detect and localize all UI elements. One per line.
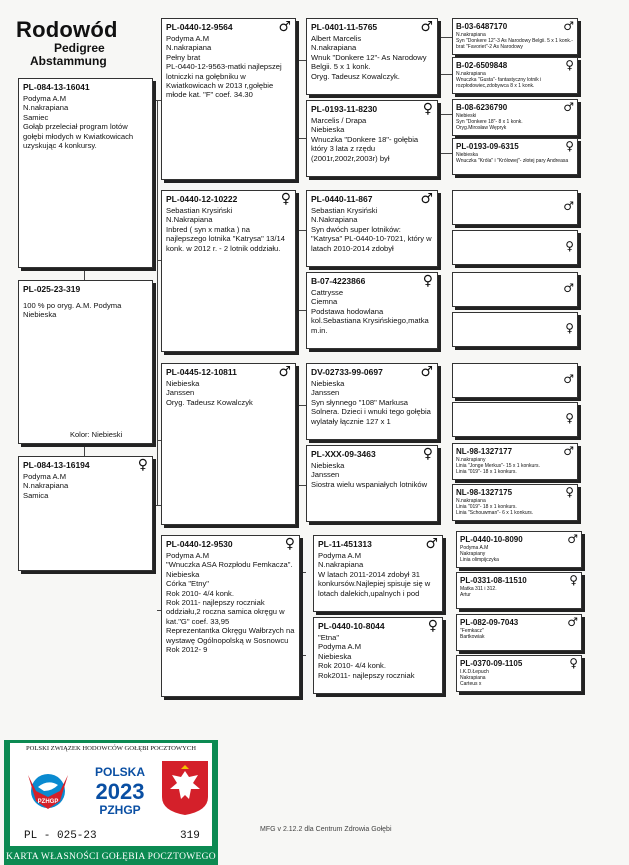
- pedigree-card-third-bird: [18, 456, 153, 571]
- bird-description: Albert Marcelis N.nakrapiana Wnuk "Donkere 12"- As Narodowy Belgii. 5 x 1 konk. Oryg. Tadeusz Kowalczyk.: [311, 34, 427, 81]
- connector-line: [84, 444, 85, 456]
- pedigree-card-dam: [161, 190, 296, 352]
- ring-number: PL-0193-11-8230: [311, 104, 378, 114]
- software-footer-note: MFG v 2.12.2 dla Centrum Zdrowia Gołębi: [260, 826, 392, 833]
- bird-description: Podyma A.M "Wnuczka ASA Rozpłodu Femkacza". Niebieska Córka "Etny" Rok 2010- 4/4 konk. Rok 2011- najlepszy roczniak oddziału,2 roczna samica okręgu w kat."G" coef. 33,95 Reprezentantka Okręgu Wałbrzych na wystawę Ogólnopolską w Sosnowcu Rok 2012- 9: [166, 551, 295, 655]
- ring-number: PL-0193-09-6315: [456, 142, 519, 151]
- bird-description: Niebieska Janssen Siostra wielu wspaniałych lotników: [311, 461, 428, 489]
- female-symbol-icon: ♀: [565, 139, 574, 153]
- ring-number: NL-98-1327177: [456, 447, 513, 456]
- ring-number: NL-98-1327175: [456, 488, 513, 497]
- ring-number: PL-0440-12-9530: [166, 539, 233, 549]
- female-symbol-icon: ♀: [427, 618, 438, 634]
- pedigree-card-gen3: [306, 445, 438, 522]
- ring-number: PL-0440-11-867: [311, 194, 373, 204]
- bird-description: Niebieski Syn "Donkere 18"- 8 x 1 konk. Oryg.Mirosław Wępryk: [456, 113, 523, 131]
- pedigree-card-gen4: [452, 138, 578, 175]
- connector-line: [296, 230, 306, 231]
- female-symbol-icon: ♀: [284, 536, 295, 552]
- card-country: POLSKA: [94, 765, 145, 779]
- pedigree-card-gen4-empty: [452, 312, 578, 347]
- pedigree-card-gen4: [456, 572, 582, 609]
- pedigree-card-gen2: [161, 363, 296, 525]
- connector-line: [438, 37, 452, 38]
- pedigree-card-gen4-empty: [452, 230, 578, 265]
- male-symbol-icon: ♂: [563, 372, 574, 386]
- pedigree-card-gen3: [306, 100, 438, 177]
- card-ring-number: PL - 025-23: [24, 830, 97, 842]
- ring-number: PL-0401-11-5765: [311, 22, 378, 32]
- female-symbol-icon: ♀: [137, 457, 148, 473]
- female-symbol-icon: ♀: [565, 58, 574, 72]
- connector-line: [438, 153, 452, 154]
- bird-description: N.nakrapiana Wnuczka "Gusta"- fantastyczny lotnik i rozpłodowiec,zdobywca 8 x 1 konk.: [456, 71, 542, 89]
- female-symbol-icon: ♀: [422, 446, 433, 462]
- male-symbol-icon: ♂: [567, 615, 578, 629]
- male-symbol-icon: ♂: [563, 100, 574, 114]
- pedigree-card-gen4: [452, 18, 578, 55]
- page-subtitle-abstammung: Abstammung: [30, 54, 107, 68]
- bird-description: N.nakrapiana Linia "019"- 18 x 1 konkurs. Linia "Schouwman"- 6 x 1 konkurs.: [456, 498, 534, 516]
- female-symbol-icon: ♀: [565, 485, 574, 499]
- page-subtitle-pedigree: Pedigree: [54, 41, 105, 55]
- male-symbol-icon: ♂: [563, 199, 574, 213]
- connector-line: [296, 485, 306, 486]
- pzhgp-logo-icon: [22, 761, 74, 813]
- logo-text: PZHGP: [37, 799, 59, 805]
- pedigree-card-gen4-empty: [452, 363, 578, 398]
- pedigree-card-gen4: [456, 655, 582, 692]
- female-symbol-icon: ♀: [565, 411, 574, 425]
- polish-eagle-emblem-icon: [160, 759, 210, 817]
- female-symbol-icon: ♀: [569, 573, 578, 587]
- bird-description: Sebastian Krysiński N.Nakrapiana Inbred ( syn x matka ) na najlepszego lotnika "Katrysa" 13/14 konk. w 2012 r. - 2 lotnik oddziału.: [166, 206, 285, 253]
- pedigree-card-gen4: [456, 531, 582, 568]
- pedigree-card-main-bird: [18, 78, 153, 268]
- female-symbol-icon: ♀: [569, 656, 578, 670]
- bird-description: Cattrysse Ciemna Podstawa hodowlana kol.Sebastiana Krysińskiego,matka m.in.: [311, 288, 429, 335]
- card-org: PZHGP: [99, 803, 141, 817]
- pedigree-card-gen4: [452, 484, 578, 521]
- bird-description: N.nakrapiana Syn "Donkere 12"-3 As Narodowy Belgii. 5 x 1 konk.- brat "Favoriet"-2 As Narodowy: [456, 32, 573, 50]
- pedigree-card-gen4: [452, 99, 578, 136]
- card-footer-title: KARTA WŁASNOŚCI GOŁĘBIA POCZTOWEGO: [6, 852, 216, 862]
- pedigree-card-gen4-empty: [452, 272, 578, 307]
- connector-line: [296, 405, 306, 406]
- ownership-card: [4, 740, 218, 865]
- ring-number: PL-084-13-16041: [23, 82, 90, 92]
- connector-line: [157, 100, 158, 505]
- pedigree-card-second-bird: [18, 280, 153, 444]
- pedigree-card-gen4-empty: [452, 190, 578, 225]
- male-symbol-icon: ♂: [567, 532, 578, 546]
- bird-description: Podyma A.M N.nakrapiana Samiec Gołąb przeleciał program lotów gołębi młodych w Kwiatkowicach uzyskując 4 konkursy.: [23, 94, 134, 151]
- bird-description: Matka 311 i 312. Artur: [460, 586, 497, 598]
- bird-description: "Femkacz" Bartkowiak: [460, 628, 485, 640]
- bird-description: Podyma A.M N.nakrapiana Pełny brat PL-0440-12-9563-matki najlepszej lotniczki na gołębniku w Kwiatkowicach w 2013 r,gołębie młode kat. "F" coef. 34.30: [166, 34, 282, 100]
- female-symbol-icon: ♀: [422, 273, 433, 289]
- color-note: Kolor: Niebieski: [70, 430, 123, 439]
- connector-line: [296, 60, 306, 61]
- ring-number: PL-0440-10-8044: [318, 621, 385, 631]
- bird-description: "Etna" Podyma A.M Niebieska Rok 2010- 4/4 konk. Rok2011- najlepszy roczniak: [318, 633, 415, 680]
- bird-description: Niebieska Janssen Syn słynnego "108" Markusa Solnera. Dzieci i wnuki tego gołębia wylatały łącznie 127 x 1: [311, 379, 431, 426]
- ring-number: B-07-4223866: [311, 276, 366, 286]
- connector-line: [438, 114, 452, 115]
- connector-line: [296, 138, 306, 139]
- ownership-card-body: [10, 743, 212, 846]
- pedigree-card-gen4: [452, 443, 578, 480]
- bird-description: I.K.D.Łepuch Nakrapiana Carteus x: [460, 669, 489, 687]
- connector-line: [438, 74, 452, 75]
- pedigree-card-gen2-bottom: [161, 535, 300, 697]
- ring-number: PL-025-23-319: [23, 284, 81, 294]
- bird-description: Sebastian Krysiński N.Nakrapiana Syn dwóch super lotników: "Katrysa" PL-0440-10-7021, który w latach 2010-2014 zdobył: [311, 206, 432, 253]
- ring-number: B-08-6236790: [456, 103, 508, 112]
- male-symbol-icon: ♂: [420, 191, 433, 207]
- male-symbol-icon: ♂: [420, 364, 433, 380]
- ring-number: PL-0440-12-10222: [166, 194, 238, 204]
- pedigree-card-gen4: [452, 57, 578, 94]
- male-symbol-icon: ♂: [563, 444, 574, 458]
- female-symbol-icon: ♀: [280, 191, 291, 207]
- male-symbol-icon: ♂: [278, 364, 291, 380]
- connector-line: [296, 310, 306, 311]
- male-symbol-icon: ♂: [425, 536, 438, 552]
- page-title: Rodowód: [16, 17, 118, 42]
- bird-description: Marcelis / Drapa Niebieska Wnuczka "Donkere 18"- gołębia który 3 lata z rzędu (2001r,2002r,2003r) był: [311, 116, 419, 163]
- ring-number: PL-0440-10-8090: [460, 535, 523, 544]
- ring-number: PL-11-451313: [318, 539, 372, 549]
- ring-number: B-03-6487170: [456, 22, 508, 31]
- ring-number: PL-XXX-09-3463: [311, 449, 376, 459]
- ring-number: PL-0331-08-11510: [460, 576, 527, 585]
- male-symbol-icon: ♂: [563, 19, 574, 33]
- pedigree-card-gen3: [313, 535, 443, 612]
- male-symbol-icon: ♂: [563, 281, 574, 295]
- bird-description: Podyma A.M N.nakrapiana W latach 2011-2014 zdobył 31 konkursów.Najlepiej spisuje się w lotach dalekich,upalnych i pod: [318, 551, 431, 598]
- pedigree-card-gen3: [313, 617, 443, 694]
- bird-description: 100 % po oryg. A.M. Podyma Niebieska: [23, 301, 122, 320]
- bird-description: Niebieska Janssen Oryg. Tadeusz Kowalczyk: [166, 379, 253, 407]
- connector-line: [300, 572, 306, 573]
- female-symbol-icon: ♀: [565, 321, 574, 335]
- bird-description: Niebieska Wnuczka "Króla" i "Królowej"- złotej pary Andreasa: [456, 152, 569, 164]
- card-year: 2023: [95, 779, 145, 804]
- pedigree-card-gen3: [306, 363, 438, 440]
- ring-number: DV-02733-99-0697: [311, 367, 383, 377]
- ring-number: PL-082-09-7043: [460, 618, 519, 627]
- ring-number: B-02-6509848: [456, 61, 508, 70]
- card-header: POLSKI ZWIĄZEK HODOWCÓW GOŁĘBI POCZTOWYCH: [25, 745, 197, 752]
- card-bird-number: 319: [180, 830, 200, 842]
- bird-description: Podyma A.M N.nakrapiana Samica: [23, 472, 69, 500]
- female-symbol-icon: ♀: [565, 239, 574, 253]
- pedigree-card-gen4-empty: [452, 402, 578, 437]
- ring-number: PL-084-13-16194: [23, 460, 90, 470]
- connector-line: [300, 655, 306, 656]
- pedigree-card-gen3: [306, 190, 438, 267]
- pedigree-card-sire: [161, 18, 296, 180]
- bird-description: Podyma A.M Nakrapiany Linia olimpijczyka: [460, 545, 499, 563]
- ring-number: PL-0445-12-10811: [166, 367, 237, 377]
- pedigree-card-gen3: [306, 272, 438, 349]
- connector-line: [153, 505, 161, 506]
- bird-description: N.nakrapiany Linia "Jonge Merkus"- 15 x 1 konkurs. Linia "019"- 18 x 1 konkurs.: [456, 457, 540, 475]
- male-symbol-icon: ♂: [278, 19, 291, 35]
- connector-line: [84, 268, 85, 280]
- female-symbol-icon: ♀: [422, 101, 433, 117]
- ring-number: PL-0370-09-1105: [460, 659, 523, 668]
- pedigree-card-gen4: [456, 614, 582, 651]
- male-symbol-icon: ♂: [420, 19, 433, 35]
- pedigree-card-gen3: [306, 18, 438, 95]
- ring-number: PL-0440-12-9564: [166, 22, 233, 32]
